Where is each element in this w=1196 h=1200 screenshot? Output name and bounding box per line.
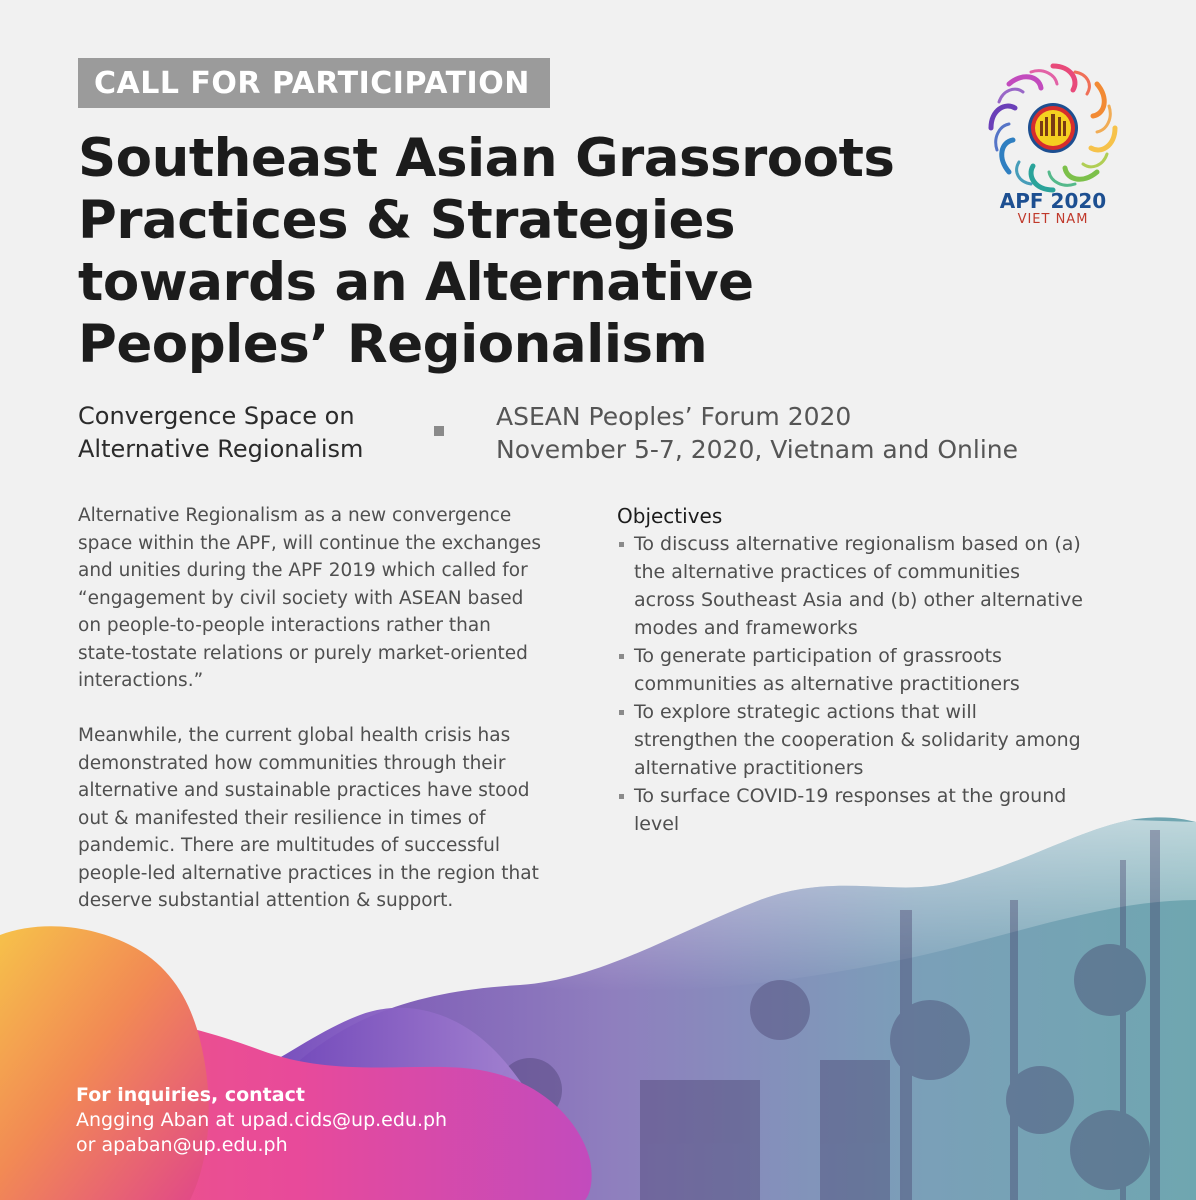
objectives-heading: Objectives xyxy=(617,504,723,528)
intro-line: space within the APF, will continue the exchanges xyxy=(78,532,541,554)
bullet-icon xyxy=(619,654,624,659)
intro-line: and unities during the APF 2019 which called for xyxy=(78,560,528,581)
page-title xyxy=(78,128,938,376)
intro-text xyxy=(78,502,598,915)
objective-line: modes and frameworks xyxy=(634,617,858,639)
intro-line: “engagement by civil society with ASEAN based xyxy=(78,587,524,609)
objective-item xyxy=(617,698,1177,782)
convergence-line: Alternative Regionalism xyxy=(78,435,364,463)
intro-line: pandemic. There are multitudes of successful xyxy=(78,835,501,856)
intro-line: demonstrated how communities through their xyxy=(78,752,506,774)
bullet-icon xyxy=(619,794,624,799)
objective-line: strengthen the cooperation & solidarity among xyxy=(634,729,1081,751)
forum-name: ASEAN Peoples’ Forum 2020 xyxy=(496,402,852,431)
intro-line: deserve substantial attention & support. xyxy=(78,890,454,911)
objective-item xyxy=(617,642,1177,698)
objective-line: To explore strategic actions that will xyxy=(634,701,977,723)
bullet-icon xyxy=(619,710,624,715)
separator-square xyxy=(434,426,444,436)
objective-line: across Southeast Asia and (b) other alternative xyxy=(634,589,1083,611)
forum-details xyxy=(496,400,1018,466)
convergence-space-label xyxy=(78,400,363,466)
contact-email-secondary[interactable]: or apaban@up.edu.ph xyxy=(76,1134,288,1156)
intro-line: out & manifested their resilience in times of xyxy=(78,807,486,829)
logo-country: VIET NAM xyxy=(1017,212,1089,227)
title-line: Practices & Strategies xyxy=(78,190,735,251)
objective-line: To discuss alternative regionalism based on (a) xyxy=(634,533,1081,555)
objectives-section xyxy=(617,502,1177,838)
convergence-line: Convergence Space on xyxy=(78,402,355,430)
title-line: Peoples’ Regionalism xyxy=(78,314,708,375)
call-for-participation-badge xyxy=(78,58,550,108)
intro-line: Meanwhile, the current global health crisis has xyxy=(78,725,511,746)
logo-year: APF 2020 xyxy=(999,189,1107,213)
intro-line: interactions.” xyxy=(78,670,204,691)
objective-item xyxy=(617,782,1177,838)
contact-heading: For inquiries, contact xyxy=(76,1084,305,1106)
objective-line: To generate participation of grassroots xyxy=(634,645,1002,667)
bullet-icon xyxy=(619,542,624,547)
objective-line: the alternative practices of communities xyxy=(634,561,1021,583)
objective-line: alternative practitioners xyxy=(634,757,864,779)
intro-line: Alternative Regionalism as a new convergence xyxy=(78,505,512,526)
intro-line: alternative and sustainable practices have stood xyxy=(78,780,530,801)
objective-item xyxy=(617,530,1177,642)
contact-email-primary[interactable]: Angging Aban at upad.cids@up.edu.ph xyxy=(76,1109,448,1131)
title-line: towards an Alternative xyxy=(78,252,754,313)
forum-dates: November 5-7, 2020, Vietnam and Online xyxy=(496,435,1019,464)
intro-line: people-led alternative practices in the region that xyxy=(78,862,539,884)
objective-line: communities as alternative practitioners xyxy=(634,673,1020,695)
title-line: Southeast Asian Grassroots xyxy=(78,128,895,189)
objective-line: To surface COVID-19 responses at the ground xyxy=(634,785,1067,807)
contact-info xyxy=(76,1083,447,1158)
objective-line: level xyxy=(634,813,680,835)
intro-line: on people-to-people interactions rather than xyxy=(78,615,491,636)
badge-label: CALL FOR PARTICIPATION xyxy=(94,66,530,101)
intro-line: state-tostate relations or purely market-oriented xyxy=(78,642,528,664)
logo-caption xyxy=(978,190,1128,228)
